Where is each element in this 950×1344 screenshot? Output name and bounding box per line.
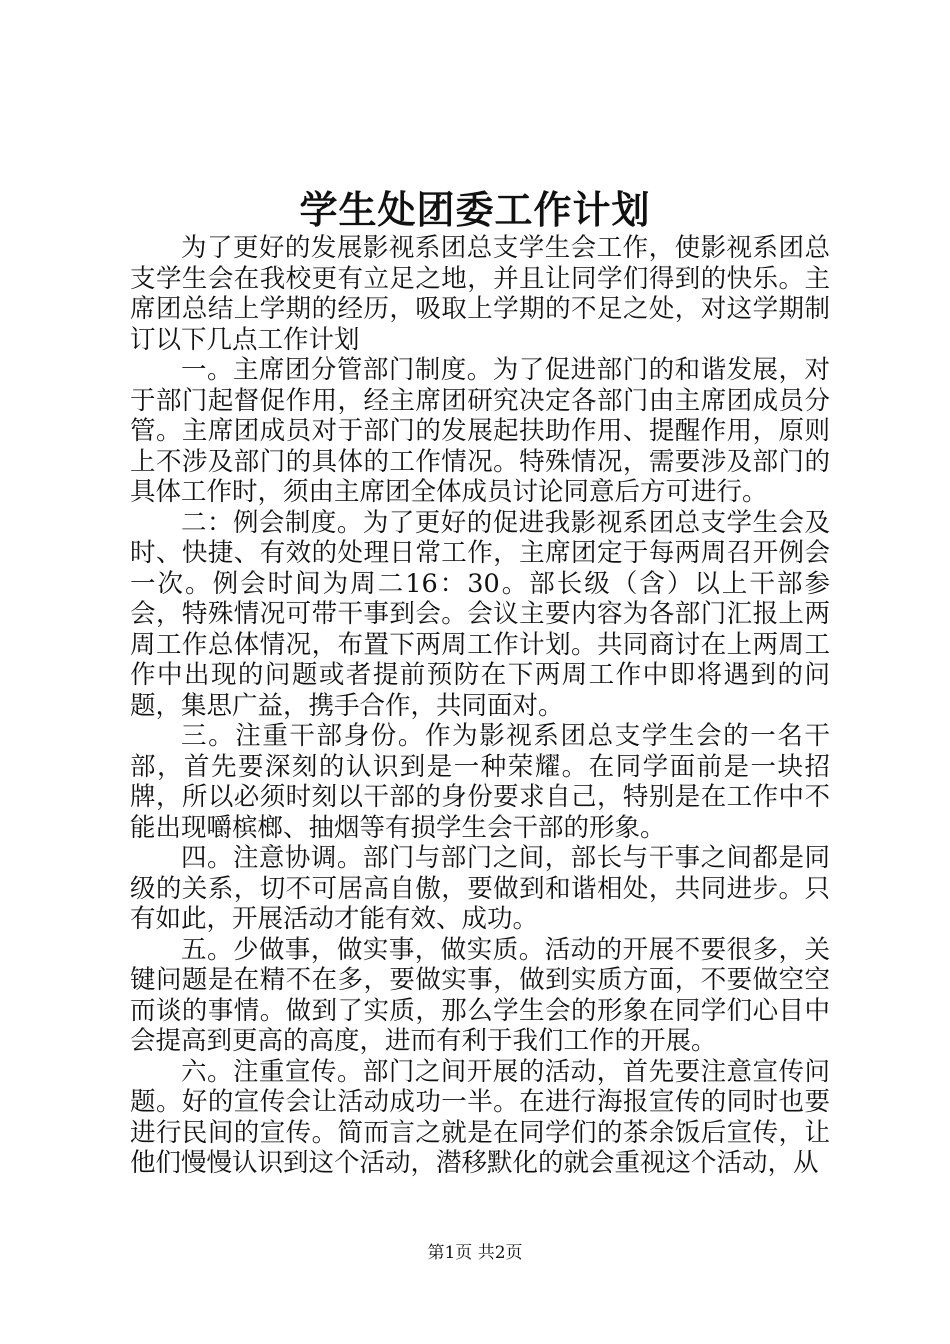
- paragraph-intro: 为了更好的发展影视系团总支学生会工作，使影视系团总支学生会在我校更有立足之地，并且让同学们得到的快乐。主席团总结上学期的经历，吸取上学期的不足之处，对这学期制订以下几点工作计划: [130, 233, 830, 355]
- paragraph-item-2: 二：例会制度。为了更好的促进我影视系团总支学生会及时、快捷、有效的处理日常工作，主席团定于每两周召开例会一次。例会时间为周二16：30。部长级（含）以上干部参会，特殊情况可带干事到会。会议主要内容为各部门汇报上两周工作总体情况，布置下两周工作计划。共同商讨在上两周工作中出现的问题或者提前预防在下两周工作中即将遇到的问题，集思广益，携手合作，共同面对。: [130, 507, 830, 721]
- document-title: 学生处团委工作计划: [299, 187, 651, 232]
- document-body: [130, 233, 830, 1179]
- paragraph-item-6: 六。注重宣传。部门之间开展的活动，首先要注意宣传问题。好的宣传会让活动成功一半。在进行海报宣传的同时也要进行民间的宣传。简而言之就是在同学们的茶余饭后宣传，让他们慢慢认识到这个活动，潜移默化的就会重视这个活动，从: [130, 1056, 830, 1178]
- paragraph-item-4: 四。注意协调。部门与部门之间，部长与干事之间都是同级的关系，切不可居高自傲，要做到和谐相处，共同进步。只有如此，开展活动才能有效、成功。: [130, 843, 830, 934]
- paragraph-item-1: 一。主席团分管部门制度。为了促进部门的和谐发展，对于部门起督促作用，经主席团研究决定各部门由主席团成员分管。主席团成员对于部门的发展起扶助作用、提醒作用，原则上不涉及部门的具体的工作情况。特殊情况，需要涉及部门的具体工作时，须由主席团全体成员讨论同意后方可进行。: [130, 355, 830, 507]
- page-number-footer: 第1页 共2页: [427, 1243, 523, 1263]
- paragraph-item-3: 三。注重干部身份。作为影视系团总支学生会的一名干部，首先要深刻的认识到是一种荣耀。在同学面前是一块招牌，所以必须时刻以干部的身份要求自己，特别是在工作中不能出现嚼槟榔、抽烟等有损学生会干部的形象。: [130, 721, 830, 843]
- paragraph-item-5: 五。少做事，做实事，做实质。活动的开展不要很多，关键问题是在精不在多，要做实事，做到实质方面，不要做空空而谈的事情。做到了实质，那么学生会的形象在同学们心目中会提高到更高的高度，进而有利于我们工作的开展。: [130, 934, 830, 1056]
